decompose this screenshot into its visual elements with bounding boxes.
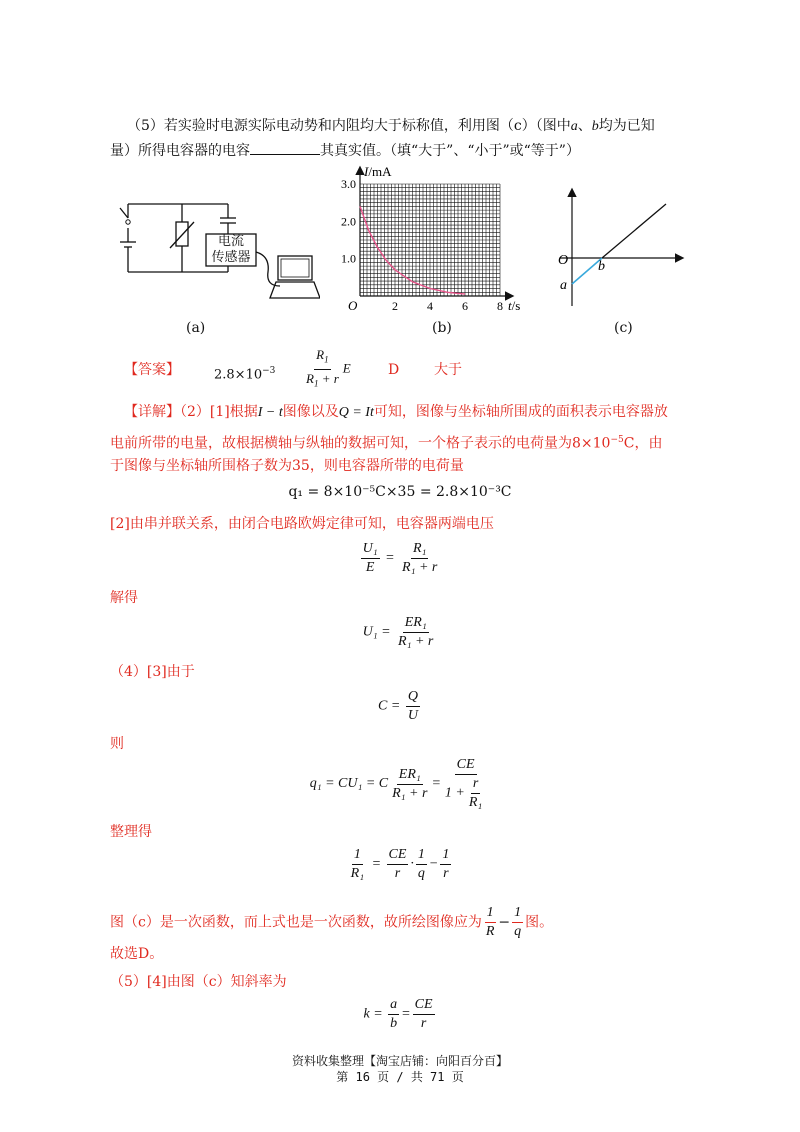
y-tick-label: 2.0: [341, 214, 356, 229]
x-axis-label: t/s: [508, 298, 521, 313]
figure-c-label-b: b: [598, 259, 605, 274]
answer-value-2: $\frac{R_1}{R_1 + r}$ E: [306, 347, 351, 389]
x-tick-label: 2: [392, 299, 398, 313]
figure-b-caption: (b): [432, 320, 452, 336]
equation-rearranged: $\frac{1}{\text{R₁}}$ = $\frac{CE}{r}$ · $\frac{1}{q}$ − $\frac{1}{r}$: [350, 847, 450, 881]
equation-charge: q₁ = 8×10⁻⁵C×35 = 2.8×10⁻³C: [288, 484, 512, 500]
answer-value-1: $2.8\times 10^{-3}$: [214, 366, 276, 383]
analysis-line-4: [2]由串并联关系，由闭合电路欧姆定律可知，电容器两端电压: [110, 516, 494, 532]
equation-q1: q₁ = CU₁ = C $\frac{\text{ER₁}}{\text{R₁ + r}}$ = CE 1 + $\frac{r}{\text{R₁}}$: [309, 757, 483, 810]
question-line-1: （5）若实验时电源实际电动势和内阻均大于标称值，利用图（c）（图中a、b均为已知: [127, 118, 655, 134]
y-tick-label: 1.0: [341, 251, 356, 266]
sensor-box-label: 电流 传感器: [211, 234, 251, 265]
analysis-line-9: 图（c）是一次函数，而上式也是一次函数，故所绘图像应为 $\frac{1}{R}$ − $\frac{1}{q}$ 图。: [110, 905, 554, 939]
x-tick-label: 8: [497, 299, 503, 313]
analysis-line-2: 电前所带的电量，故根据横轴与纵轴的数据可知，一个格子表示的电荷量为$8\times 10^{-5}C$，由: [110, 435, 663, 452]
figure-c-caption: (c): [614, 320, 633, 336]
figure-c-origin: O: [558, 253, 569, 268]
answer-blank: [250, 140, 320, 155]
analysis-line-3: 于图像与坐标轴所围格子数为35，则电容器所带的电荷量: [110, 458, 464, 474]
figure-c-graph: [550, 186, 690, 311]
equation-capacitance: C = $\frac{Q}{U}$: [378, 689, 418, 723]
footer-source: 资料收集整理【淘宝店铺：向阳百分百】: [291, 1054, 508, 1068]
footer-page-number: 第 16 页 / 共 71 页: [336, 1070, 464, 1084]
question-line-2: 量）所得电容器的电容 其真实值。（填“大于”、“小于”或“等于”）: [110, 140, 580, 161]
equation-voltage: U₁ = $\frac{\text{ER₁}}{\text{R₁ + r}}$: [362, 615, 434, 649]
figure-c-label-a: a: [560, 278, 567, 293]
analysis-line-10: 故选D。: [110, 946, 164, 962]
answer-tag: 【答案】: [124, 362, 180, 378]
origin-label: O: [348, 298, 358, 313]
answer-value-4: 大于: [434, 362, 462, 378]
analysis-line-1: 【详解】（2）[1]根据I − t图像以及Q = It可知，图像与坐标轴所围成的面积表示电容器放: [124, 404, 668, 420]
analysis-line-11: （5）[4]由图（c）知斜率为: [110, 974, 287, 990]
y-tick-label: 3.0: [341, 177, 356, 191]
equation-voltage-ratio: $\frac{\text{U₁}}{E}$ = $\frac{\text{R₁}}{\text{R₁ + r}}$: [362, 541, 438, 575]
x-tick-label: 4: [427, 299, 433, 313]
figure-c-segment-black: [602, 204, 666, 258]
x-tick-label: 6: [462, 299, 468, 313]
equation-slope: k = $\frac{a}{b}$ = $\frac{CE}{r}$: [363, 997, 433, 1031]
analysis-line-5: 解得: [110, 590, 138, 606]
analysis-line-6: （4）[3]由于: [110, 664, 195, 680]
analysis-line-7: 则: [110, 736, 124, 752]
analysis-line-8: 整理得: [110, 824, 152, 840]
figure-b-chart: [330, 162, 530, 322]
figure-a-caption: (a): [186, 320, 206, 336]
y-axis-label: I/mA: [364, 164, 392, 179]
answer-value-3: D: [388, 362, 400, 378]
